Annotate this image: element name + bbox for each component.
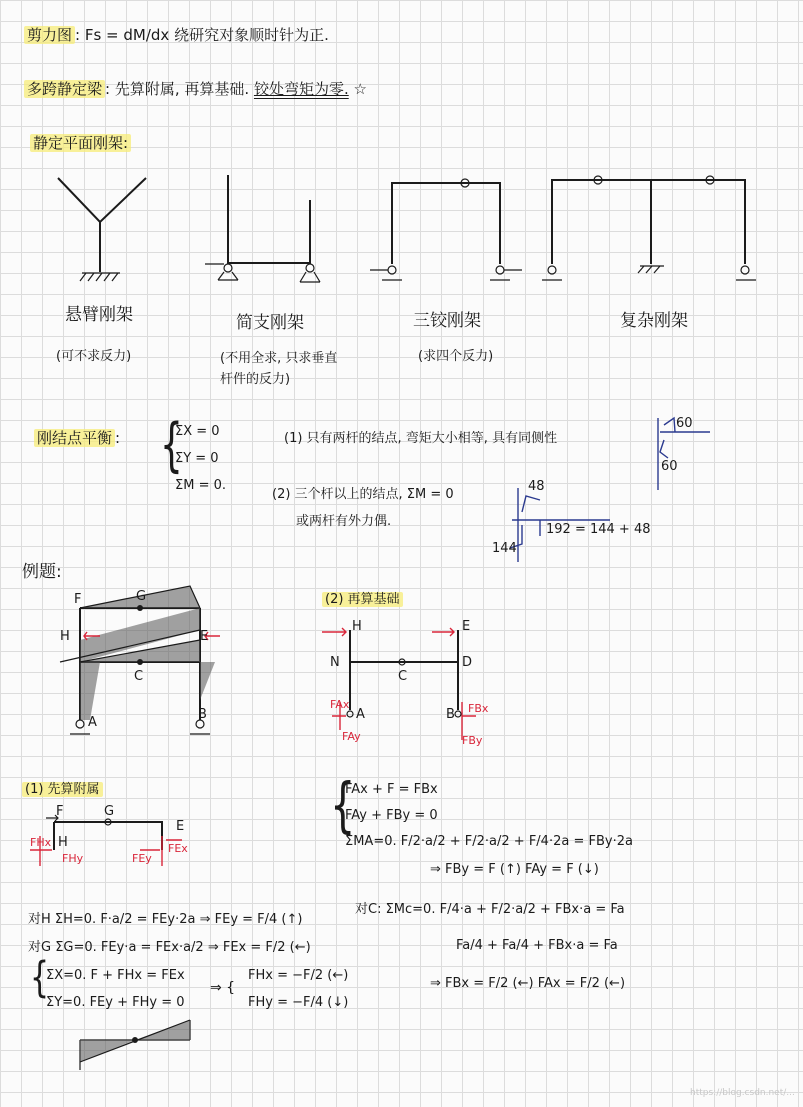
node-rule-2a: (2) 三个杆以上的结点, ΣM = 0: [272, 487, 454, 502]
sketch1-value-1: 60: [676, 416, 693, 431]
eq-sum-y: ΣY = 0: [175, 451, 219, 466]
shear-diagram-title: 剪力图: [24, 26, 75, 44]
frame-note-three-hinged: (求四个反力): [418, 349, 494, 364]
ex-label-F: F: [74, 592, 82, 607]
p2-label-B: B: [446, 707, 455, 722]
calc-right-3: ΣMA=0. F/2·a/2 + F/2·a/2 + F/4·2a = FBy·2a: [345, 834, 633, 849]
p1-force-fhy: FHy: [62, 852, 84, 865]
frame-note-simple: (不用全求, 只求垂直杆件的反力): [220, 351, 338, 387]
multi-span-rule: 先算附属, 再算基础.: [114, 80, 250, 98]
watermark: https://blog.csdn.net/...: [690, 1088, 795, 1098]
part2-title-label: (2) 再算基础: [322, 592, 403, 607]
implies-arrow: ⇒ {: [210, 980, 236, 996]
frame-name-cantilever: 悬臂刚架: [65, 305, 133, 325]
shear-formula: Fs = dM/dx: [84, 26, 170, 44]
ex-label-A: A: [88, 715, 97, 730]
p2-label-E: E: [462, 619, 471, 634]
p1-label-G: G: [104, 804, 115, 819]
p1-label-H: H: [58, 835, 68, 850]
p2-force-fay: FAy: [342, 730, 361, 743]
ex-label-E: E: [200, 629, 209, 644]
node-rule-1: (1) 只有两杆的结点, 弯矩大小相等, 具有同侧性: [284, 431, 558, 446]
sketch1-value-2: 60: [661, 459, 678, 474]
node-balance-title: 刚结点平衡 :: [34, 429, 120, 447]
p2-force-fax: FAx: [330, 698, 350, 711]
p2-label-H: H: [352, 619, 362, 634]
node-rule-2b: 或两杆有外力偶.: [296, 514, 392, 529]
calc-left-brace: {: [30, 953, 50, 1003]
p1-force-fex: FEx: [168, 842, 188, 855]
sketch2-value-1: 48: [528, 479, 545, 494]
brace: {: [160, 413, 183, 479]
eq-sum-m: ΣM = 0.: [175, 478, 226, 493]
p2-label-D: D: [462, 655, 473, 670]
p2-force-fby: FBy: [462, 734, 483, 747]
node-balance-label: 刚结点平衡: [34, 429, 115, 447]
multi-span-title: 多跨静定梁: [24, 80, 105, 98]
frame-name-simple: 简支刚架: [236, 313, 304, 333]
p2-label-N: N: [330, 655, 340, 670]
calc-right-7: ⇒ FBx = F/2 (←) FAx = F/2 (←): [430, 976, 626, 991]
calc-right-1: FAx + F = FBx: [345, 782, 438, 797]
shear-diagram-line: 剪力图 : Fs = dM/dx 绕研究对象顺时针为正.: [24, 26, 329, 44]
example-title: 例题:: [22, 562, 62, 582]
hinge-rule: 铰处弯矩为零.: [253, 80, 349, 98]
p1-label-F: F: [56, 804, 64, 819]
calc-left-1: 对H ΣH=0. F·a/2 = FEy·2a ⇒ FEy = F/4 (↑): [28, 912, 303, 927]
calc-left-4: ΣY=0. FEy + FHy = 0: [46, 995, 185, 1010]
p2-label-A: A: [356, 707, 365, 722]
shear-rule: 绕研究对象顺时针为正.: [174, 26, 329, 44]
calc-right-2: FAy + FBy = 0: [345, 808, 438, 823]
calc-right-6: Fa/4 + Fa/4 + FBx·a = Fa: [456, 938, 618, 953]
calc-left-3: ΣX=0. F + FHx = FEx: [46, 968, 185, 983]
frame-name-complex: 复杂刚架: [620, 311, 688, 331]
ex-label-B: B: [198, 707, 207, 722]
p1-force-fhx: FHx: [30, 836, 52, 849]
calc-right-brace: {: [330, 771, 356, 841]
calc-right-5: 对C: ΣMc=0. F/4·a + F/2·a/2 + FBx·a = Fa: [355, 902, 625, 917]
frame-name-three-hinged: 三铰刚架: [413, 311, 481, 331]
frames-section-label: 静定平面刚架:: [30, 134, 131, 152]
calc-right-4: ⇒ FBy = F (↑) FAy = F (↓): [430, 862, 599, 877]
ex-label-C: C: [134, 669, 144, 684]
calc-left-6: FHy = −F/4 (↓): [248, 995, 349, 1010]
eq-sum-x: ΣX = 0: [175, 424, 220, 439]
sketch2-value-2: 144: [492, 541, 517, 556]
p2-force-fbx: FBx: [468, 702, 489, 715]
p1-force-fey: FEy: [132, 852, 152, 865]
ex-label-G: G: [136, 589, 147, 604]
p1-label-E: E: [176, 819, 185, 834]
p2-label-C: C: [398, 669, 408, 684]
ex-label-H: H: [60, 629, 70, 644]
frame-note-cantilever: (可不求反力): [56, 349, 132, 364]
multi-span-beam-line: 多跨静定梁 : 先算附属, 再算基础. 铰处弯矩为零. ☆: [24, 80, 367, 98]
sketch2-value-3: 192 = 144 + 48: [546, 522, 651, 537]
part1-title-label: (1) 先算附属: [22, 782, 103, 797]
calc-left-5: FHx = −F/2 (←): [248, 968, 349, 983]
calc-left-2: 对G ΣG=0. FEy·a = FEx·a/2 ⇒ FEx = F/2 (←): [28, 940, 311, 955]
